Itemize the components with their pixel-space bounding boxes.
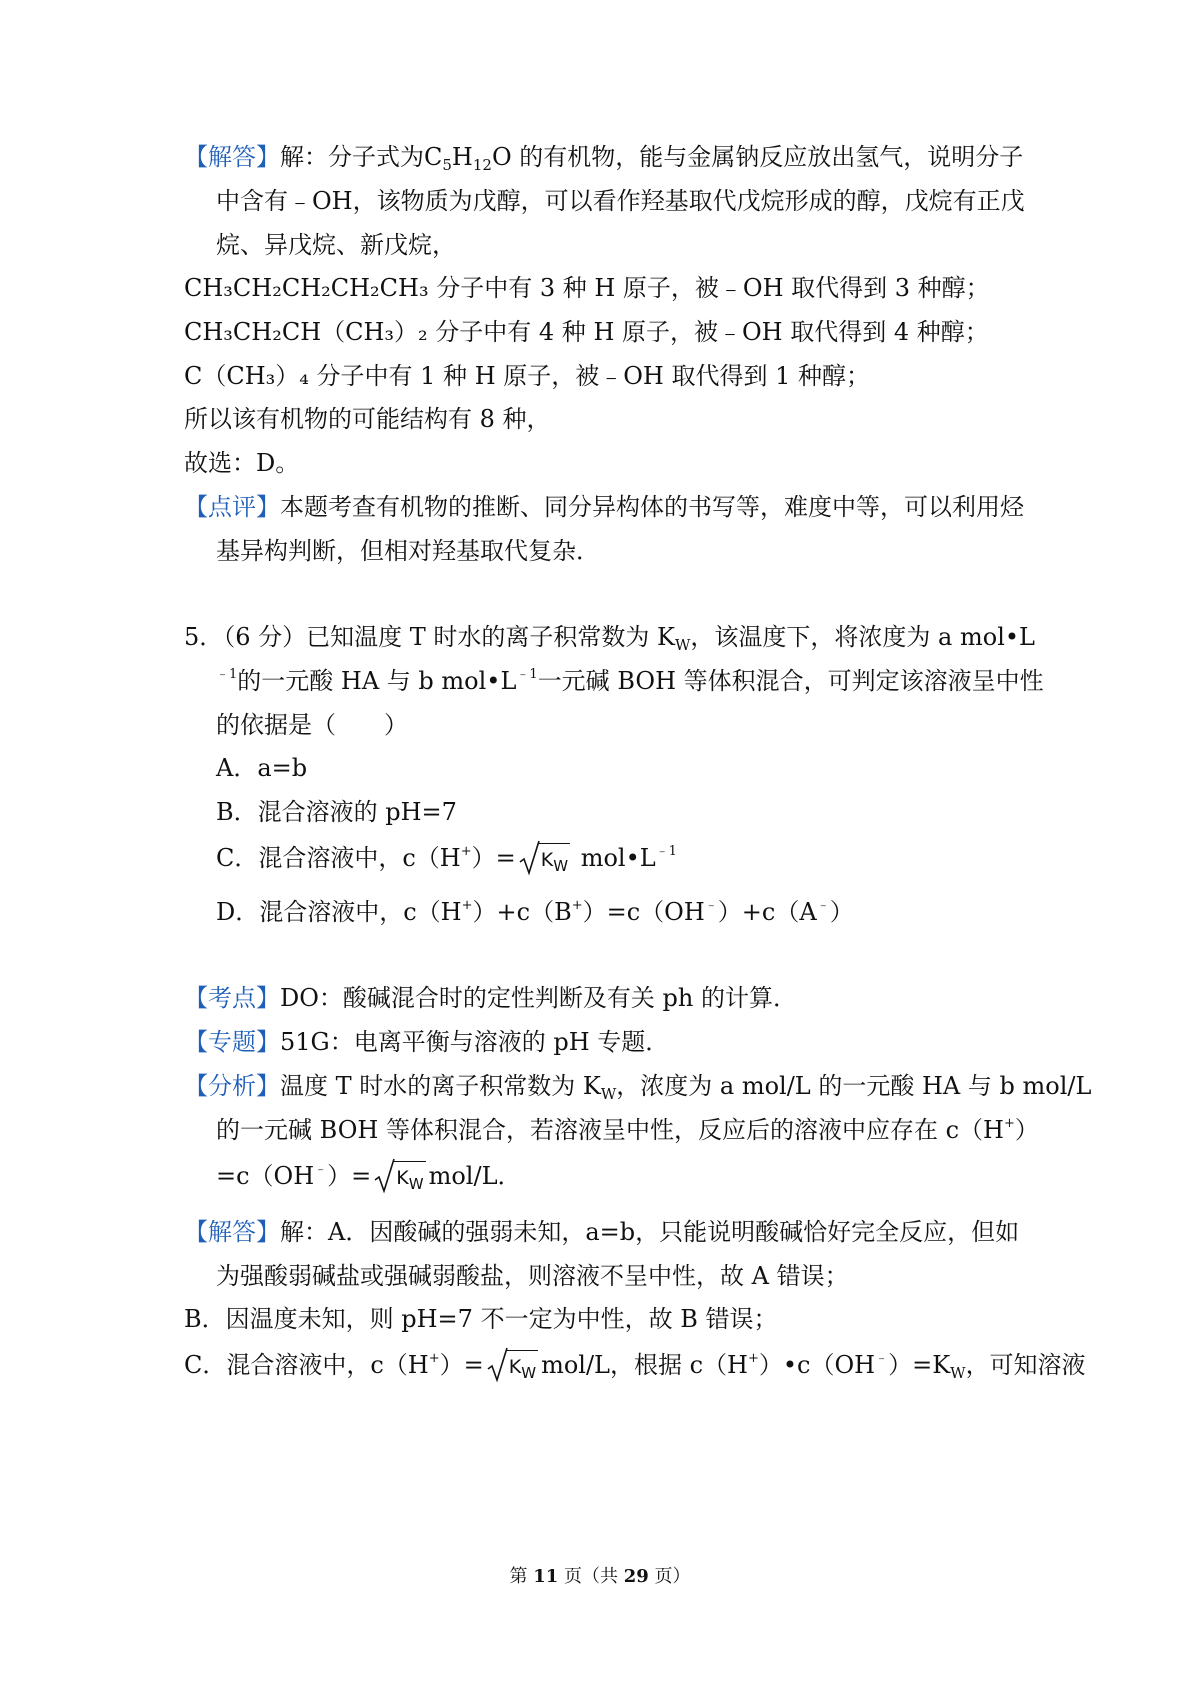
- answer1-line-8: 故选：D。: [184, 449, 300, 477]
- formula-neopentane: C（CH₃）₄: [184, 362, 309, 390]
- answer1-line-1: 【解答】解：分子式为$C_5H_{12}O$ 的有机物，能与金属钠反应放出氢气，说明分子: [184, 143, 1024, 174]
- answer2-line-3: B．因温度未知，则 pH=7 不一定为中性，故 B 错误；: [184, 1305, 778, 1333]
- answer2-line-2: 为强酸弱碱盐或强碱弱酸盐，则溶液不呈中性，故 A 错误；: [216, 1262, 849, 1290]
- answer1-line-6: C（CH₃）₄ 分子中有 1 种 H 原子，被﹣OH 取代得到 1 种醇；: [184, 362, 871, 390]
- formula-isopentane: CH₃CH₂CH（CH₃）₂: [184, 318, 428, 346]
- formula-pentane: CH₃CH₂CH₂CH₂CH₃: [184, 274, 429, 302]
- answer2-line-1: 【解答】解：A．因酸碱的强弱未知，a=b，只能说明酸碱恰好完全反应，但如: [184, 1218, 1020, 1246]
- answer1-line-7: 所以该有机物的可能结构有 8 种，: [184, 405, 551, 433]
- answer1-line-2: 中含有﹣OH，该物质为戊醇，可以看作羟基取代戊烷形成的醇，戊烷有正戊: [216, 187, 1025, 215]
- answer1-line-4: CH₃CH₂CH₂CH₂CH₃ 分子中有 3 种 H 原子，被﹣OH 取代得到 3 种醇；: [184, 274, 990, 302]
- question5-line-3: 的依据是（ ）: [216, 711, 408, 739]
- page-total: 29: [623, 1566, 649, 1587]
- question5-line-2: $^{﹣1}$的一元酸 HA 与 b $mol•L^{﹣1}$一元碱 BOH 等体积混合，可判定该溶液呈中性: [216, 667, 1044, 695]
- sqrt-kw: $K_W$: [374, 1160, 425, 1194]
- answer2-line-4: C．混合溶液中，c（H+）= $K_W$ mol/L，根据 $c(H^+)•c(OH^﹣)=K_W$，可知溶液: [184, 1349, 1086, 1383]
- zhuanti-tag: 【专题】: [184, 1028, 280, 1056]
- fenxi-tag: 【分析】: [184, 1072, 280, 1100]
- answer1-line-3: 烷、异戊烷、新戊烷，: [216, 231, 456, 259]
- question5-line-1: 5．（6 分）已知温度 T 时水的离子积常数为 $K_W$，该温度下，将浓度为 a mol•L: [184, 623, 1035, 654]
- answer-tag: 【解答】: [184, 143, 280, 171]
- kaodian-line: 【考点】DO：酸碱混合时的定性判断及有关 ph 的计算．: [184, 984, 797, 1012]
- comment-tag: 【点评】: [184, 493, 280, 521]
- fenxi-line-3: =c（OH﹣）= $K_W$ mol/L．: [216, 1160, 522, 1194]
- page-number: 11: [533, 1566, 559, 1587]
- sqrt-kw: $K_W$: [519, 842, 570, 876]
- sqrt-kw: $K_W$: [487, 1349, 538, 1383]
- sqrt-icon: [519, 838, 541, 876]
- sqrt-icon: [374, 1156, 396, 1194]
- zhuanti-line: 【专题】51G：电离平衡与溶液的 pH 专题．: [184, 1028, 670, 1056]
- answer-tag: 【解答】: [184, 1218, 280, 1246]
- page-footer: 第 11 页（共 29 页）: [509, 1566, 691, 1587]
- fenxi-line-2: 的一元碱 BOH 等体积混合，若溶液呈中性，反应后的溶液中应存在 c（H+）: [216, 1116, 1039, 1144]
- fenxi-line-1: 【分析】温度 T 时水的离子积常数为 $K_W$，浓度为 a mol/L 的一元酸 HA 与 b mol/L: [184, 1072, 1092, 1103]
- option-d: D．混合溶液中，c（H+）+c（B+）=c（OH﹣）+c（A﹣）: [216, 898, 854, 926]
- option-a: A．a=b: [216, 754, 308, 782]
- kaodian-tag: 【考点】: [184, 984, 280, 1012]
- comment1-line-2: 基异构判断，但相对羟基取代复杂．: [216, 537, 600, 565]
- option-b: B．混合溶液的 pH=7: [216, 798, 457, 826]
- answer1-line-5: CH₃CH₂CH（CH₃）₂ 分子中有 4 种 H 原子，被﹣OH 取代得到 4 种醇；: [184, 318, 989, 346]
- option-c: C．混合溶液中，c（H+）= $K_W$ $mol•L^{﹣1}$: [216, 842, 677, 876]
- sqrt-icon: [487, 1345, 509, 1383]
- comment1-line-1: 【点评】本题考查有机物的推断、同分异构体的书写等，难度中等，可以利用烃: [184, 493, 1024, 521]
